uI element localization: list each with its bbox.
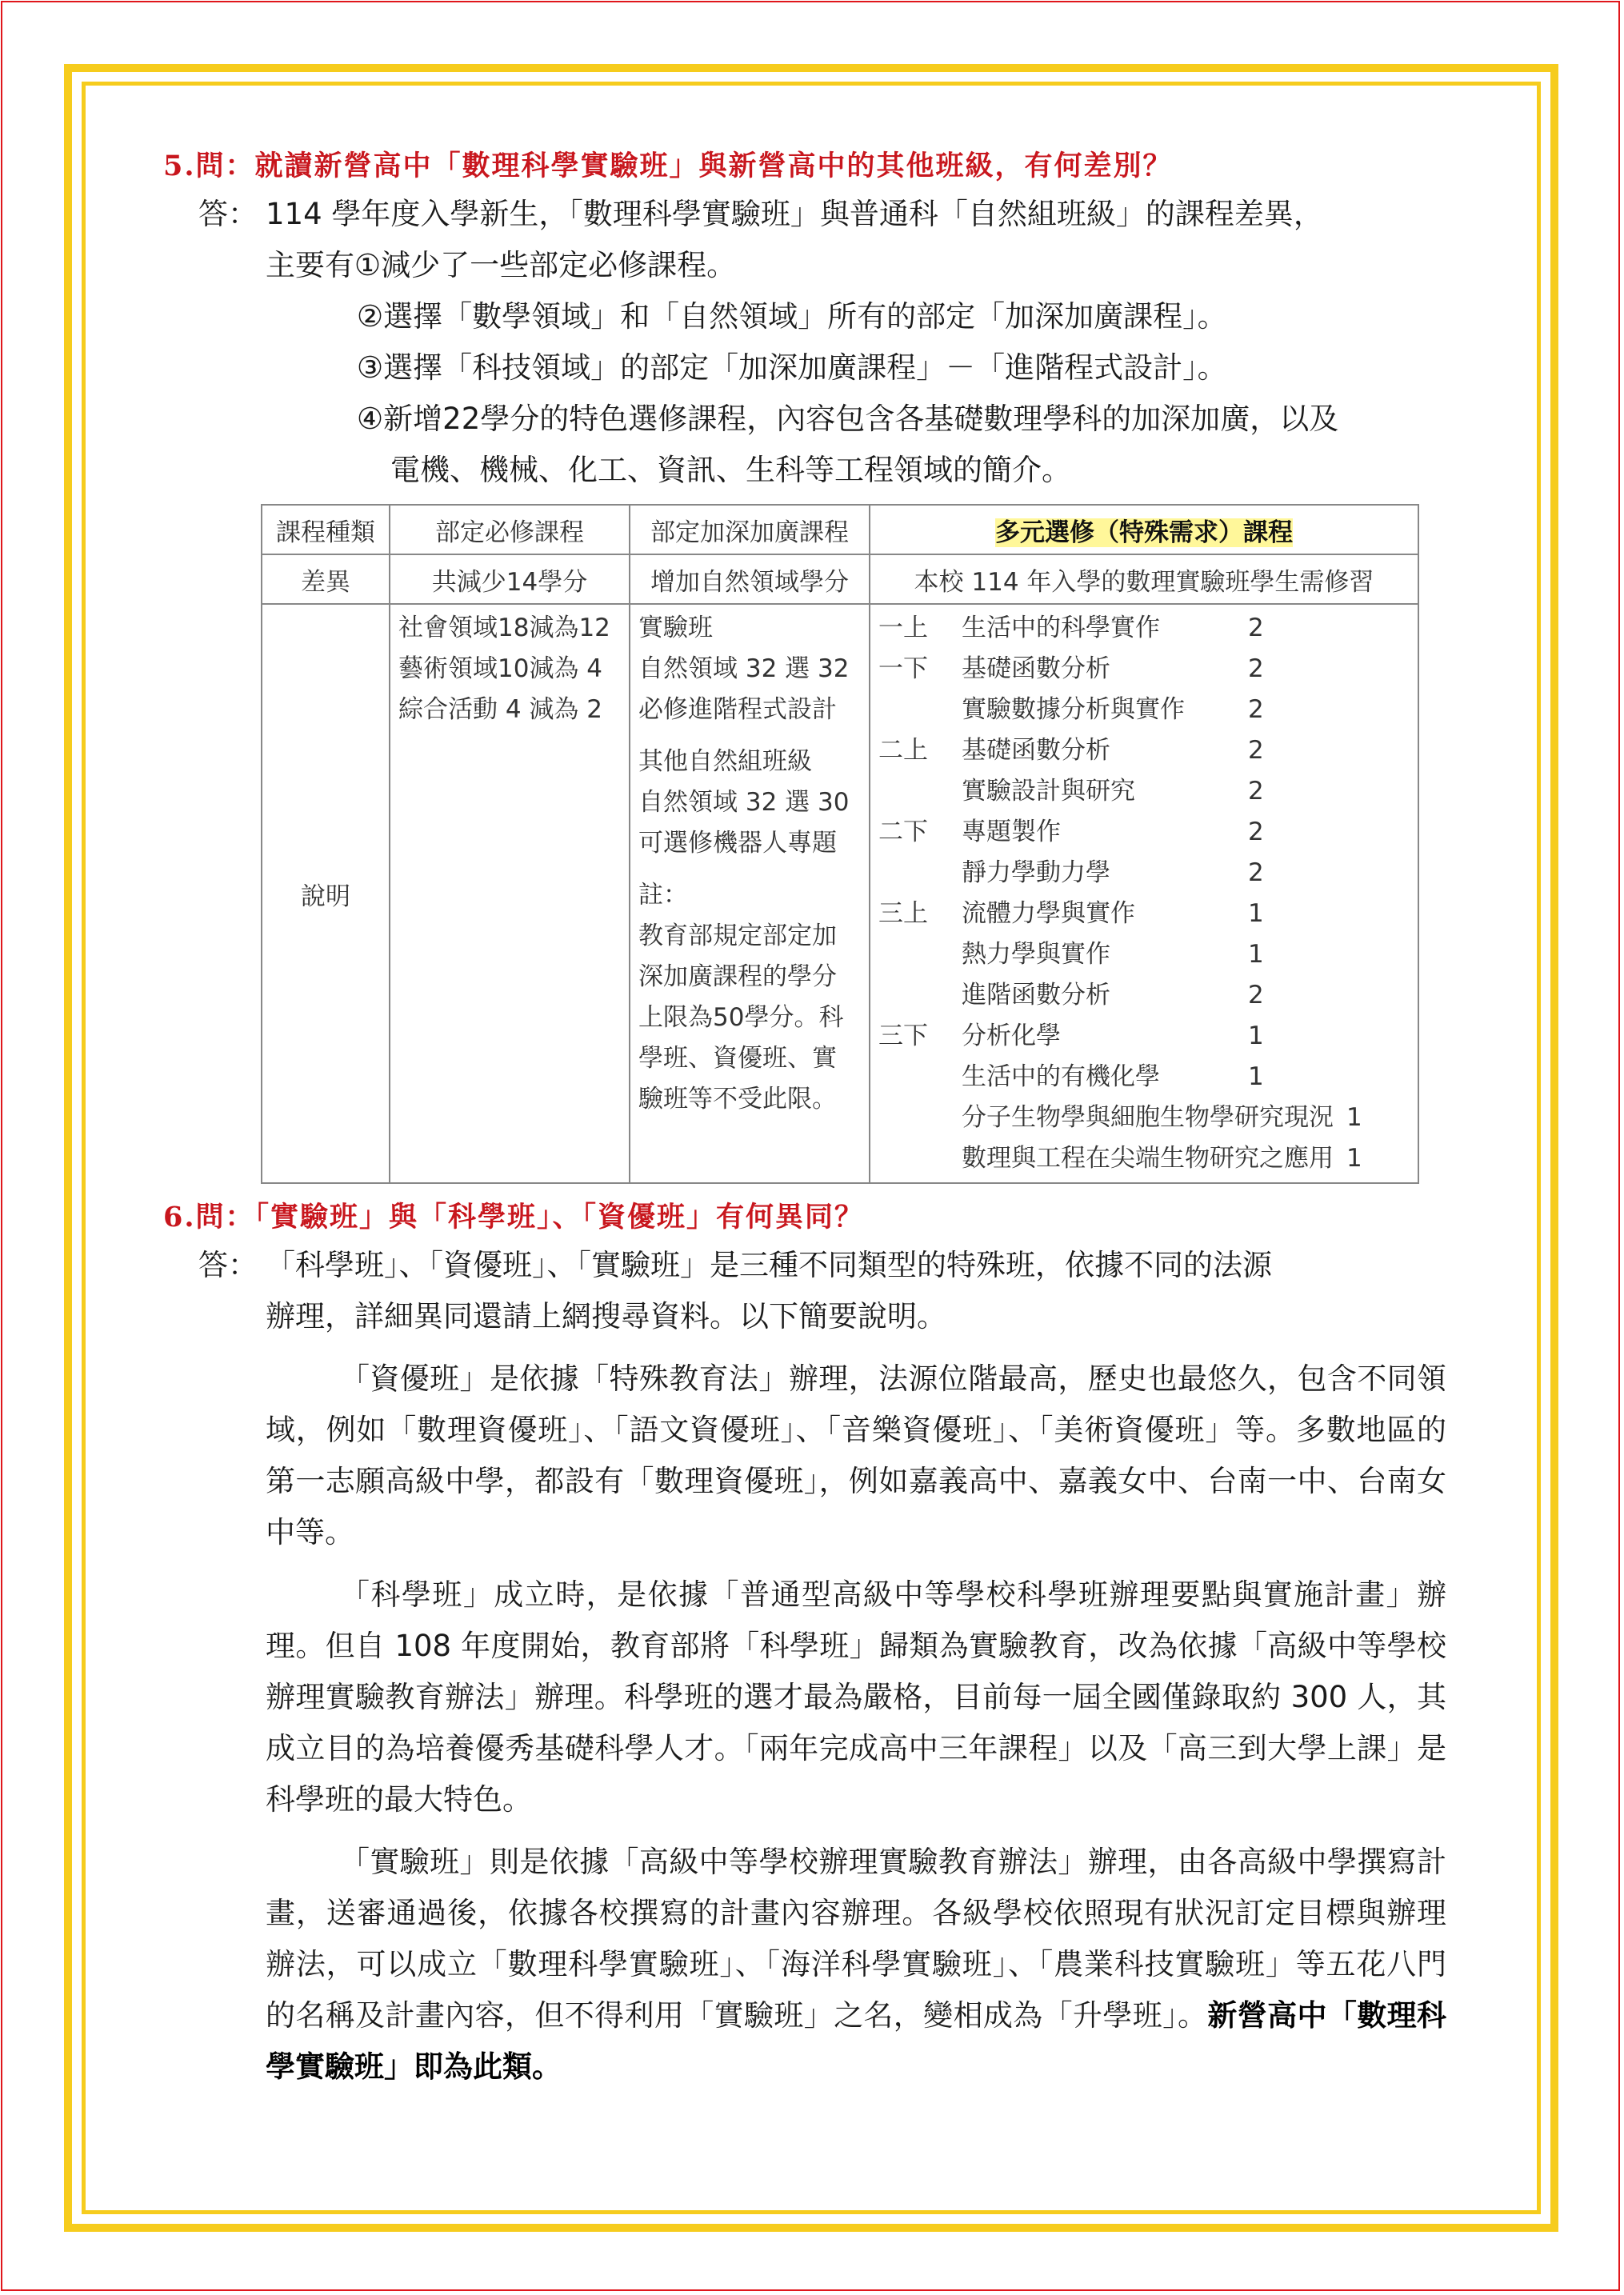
elective-term: 三上 [878, 899, 928, 928]
answer-6-line-2: 辦理，詳細異同還請上網搜尋資料。以下簡要說明。 [266, 1299, 946, 1333]
answer-5-item-2: ②選擇「數學領域」和「自然領域」所有的部定「加深加廣課程」。 [357, 299, 1227, 334]
elective-list [878, 608, 1410, 1179]
elective-credit: 2 [1248, 614, 1264, 642]
elective-course: 分子生物學與細胞生物學研究現況 [962, 1103, 1334, 1132]
answer-5-item-4: ④新增22學分的特色選修課程，內容包含各基礎數理學科的加深加廣，以及 [357, 402, 1339, 436]
elective-term [878, 690, 962, 730]
elective-course: 靜力學動力學 [962, 858, 1110, 887]
note-line: 教育部規定部定加 [638, 922, 837, 950]
desc-elective [870, 604, 1418, 1183]
answer-label: 答： [198, 197, 258, 231]
table-header-row [262, 505, 1418, 554]
advanced-experimental [638, 608, 861, 730]
diff-required: 共減少14學分 [390, 554, 630, 604]
note-line: 上限為50學分。科 [638, 1003, 844, 1032]
elective-course: 進階函數分析 [962, 981, 1110, 1010]
question-5: 5.問：就讀新營高中「數理科學實驗班」與新營高中的其他班級，有何差別？ [163, 150, 1173, 182]
header-required: 部定必修課程 [390, 505, 630, 554]
advanced-line: 自然領域 32 選 32 [638, 654, 850, 683]
elective-term: 二下 [878, 818, 928, 846]
answer-5-item-1: 主要有①減少了一些部定必修課程。 [266, 248, 737, 282]
elective-credit: 2 [1248, 736, 1264, 765]
advanced-line: 自然領域 32 選 30 [638, 788, 850, 817]
elective-course: 熱力學與實作 [962, 940, 1110, 969]
elective-term [878, 853, 962, 894]
elective-term [878, 1098, 962, 1138]
advanced-line: 實驗班 [638, 614, 713, 642]
elective-term [878, 1138, 962, 1179]
diff-elective: 本校 114 年入學的數理實驗班學生需修習 [870, 554, 1418, 604]
required-list [398, 608, 621, 730]
answer-label: 答： [198, 1248, 258, 1282]
answer-5-item-4-cont: 電機、機械、化工、資訊、生科等工程領域的簡介。 [390, 453, 1071, 487]
answer-5-item-3: ③選擇「科技領域」的部定「加深加廣課程」－「進階程式設計」。 [357, 350, 1227, 385]
elective-term [878, 771, 962, 812]
answer-6 [157, 1240, 1446, 1291]
desc-advanced [630, 604, 870, 1183]
elective-course: 分析化學 [962, 1022, 1061, 1050]
advanced-note [638, 875, 861, 1120]
diff-label: 差異 [262, 554, 390, 604]
elective-credit: 2 [1248, 777, 1264, 806]
elective-course: 實驗設計與研究 [962, 777, 1135, 806]
required-item: 社會領域18減為12 [398, 614, 610, 642]
advanced-other [638, 742, 861, 864]
note-line: 註： [638, 881, 688, 910]
header-course-type: 課程種類 [262, 505, 390, 554]
elective-course: 數理與工程在尖端生物研究之應用 [962, 1144, 1334, 1173]
header-elective [870, 505, 1418, 554]
table-row-difference [262, 554, 1418, 604]
required-item: 藝術領域10減為 4 [398, 654, 603, 683]
elective-credit: 2 [1248, 654, 1264, 683]
advanced-line: 可選修機器人專題 [638, 829, 837, 858]
elective-credit: 1 [1248, 899, 1264, 928]
elective-credit: 1 [1346, 1103, 1362, 1132]
elective-term: 一下 [878, 654, 928, 683]
desc-label: 說明 [262, 604, 390, 1183]
paragraph-experimental-text: 「實驗班」則是依據「高級中等學校辦理實驗教育辦法」辦理，由各高級中學撰寫計畫，送審通過後，依據各校撰寫的計畫內容辦理。各級學校依照現有狀況訂定目標與辦理辦法，可以成立「數理科學實驗班」、「海洋科學實驗班」、「農業科技實驗班」等五花八門的名稱及計畫內容，但不得利用「實驗班」之名，變相成為「升學班」。 [266, 1845, 1446, 2033]
elective-credit: 1 [1248, 1022, 1264, 1050]
table-row-description [262, 604, 1418, 1183]
elective-course: 基礎函數分析 [962, 736, 1110, 765]
elective-course: 基礎函數分析 [962, 654, 1110, 683]
elective-term [878, 934, 962, 975]
elective-credit: 2 [1248, 981, 1264, 1010]
desc-required [390, 604, 630, 1183]
elective-credit: 2 [1248, 818, 1264, 846]
course-comparison-table [261, 504, 1419, 1184]
elective-row-wide [962, 1138, 1362, 1179]
note-line: 驗班等不受此限。 [638, 1085, 837, 1114]
elective-term [878, 975, 962, 1016]
paragraph-experimental-class [266, 1837, 1446, 2093]
elective-course: 生活中的科學實作 [962, 614, 1160, 642]
answer-5-intro: 114 學年度入學新生，「數理科學實驗班」與普通科「自然組班級」的課程差異， [266, 197, 1323, 231]
question-6: 6.問：「實驗班」與「科學班」、「資優班」有何異同？ [163, 1201, 865, 1233]
paragraph-gifted-class: 「資優班」是依據「特殊教育法」辦理，法源位階最高，歷史也最悠久，包含不同領域，例如「數理資優班」、「語文資優班」、「音樂資優班」、「美術資優班」等。多數地區的第一志願高級中學，都設有「數理資優班」，例如嘉義高中、嘉義女中、台南一中、台南女中等。 [266, 1361, 1446, 1549]
elective-course: 生活中的有機化學 [962, 1062, 1160, 1091]
answer-6-line-1: 「科學班」、「資優班」、「實驗班」是三種不同類型的特殊班，依據不同的法源 [266, 1248, 1272, 1282]
elective-row-wide [962, 1098, 1362, 1138]
elective-course: 流體力學與實作 [962, 899, 1135, 928]
elective-credit: 2 [1248, 858, 1264, 887]
elective-term: 一上 [878, 614, 928, 642]
header-elective-label: 多元選修（特殊需求）課程 [995, 518, 1293, 547]
diff-advanced: 增加自然領域學分 [630, 554, 870, 604]
elective-credit: 1 [1248, 1062, 1264, 1091]
required-item: 綜合活動 4 減為 2 [398, 695, 603, 724]
elective-credit: 1 [1346, 1144, 1362, 1173]
advanced-line: 其他自然組班級 [638, 747, 812, 776]
elective-term: 三下 [878, 1022, 928, 1050]
answer-5 [157, 189, 1446, 240]
elective-term [878, 1057, 962, 1098]
note-line: 深加廣課程的學分 [638, 962, 837, 991]
header-advanced: 部定加深加廣課程 [630, 505, 870, 554]
elective-credit: 1 [1248, 940, 1264, 969]
elective-credit: 2 [1248, 695, 1264, 724]
advanced-line: 必修進階程式設計 [638, 695, 837, 724]
document-content [157, 144, 1446, 2093]
note-line: 學班、資優班、實 [638, 1044, 837, 1073]
elective-course: 專題製作 [962, 818, 1061, 846]
elective-course: 實驗數據分析與實作 [962, 695, 1185, 724]
paragraph-science-class: 「科學班」成立時，是依據「普通型高級中等學校科學班辦理要點與實施計畫」辦理。但自 108 年度開始，教育部將「科學班」歸類為實驗教育，改為依據「高級中等學校辦理實驗教育辦法」辦理。科學班的選才最為嚴格，目前每一屆全國僅錄取約 300 人，其成立目的為培養優秀基礎科學人才。「兩年完成高中三年課程」以及「高三到大學上課」是科學班的最大特色。 [266, 1577, 1446, 1817]
elective-term: 二上 [878, 736, 928, 765]
paragraph-experimental-emphasis: 新營高中「數理科學實驗班」即為此類。 [266, 1998, 1447, 2084]
